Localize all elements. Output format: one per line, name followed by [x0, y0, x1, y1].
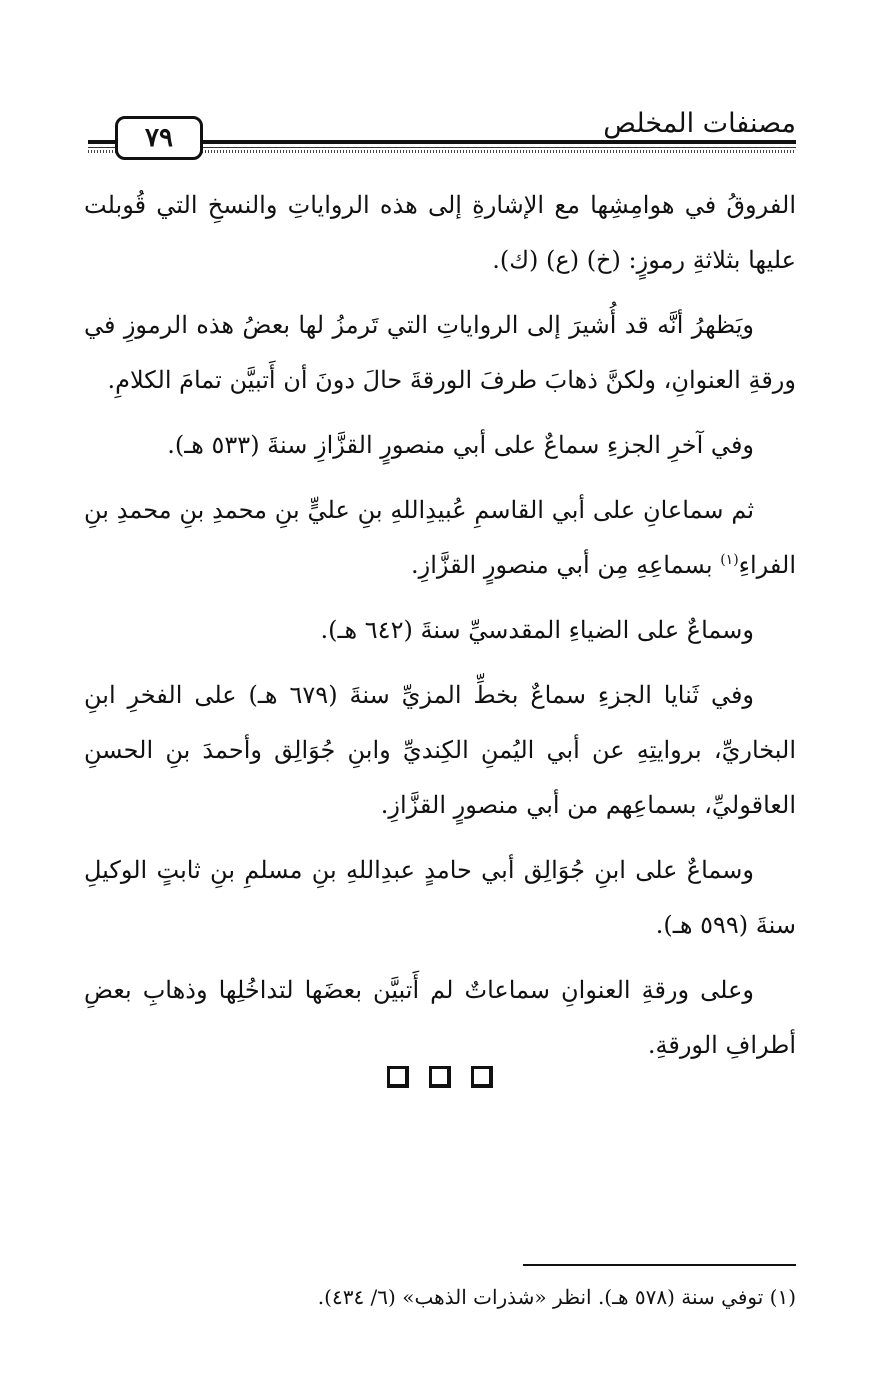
paragraph-4-start: ثم سماعانِ على أبي القاسمِ عُبيدِاللهِ بنِ عليٍّ بنِ محمدِ بنِ محمدِ بنِ الفراءِ: [84, 496, 796, 579]
footnote-reference: (١): [720, 552, 739, 568]
body-text: [84, 178, 796, 1083]
paragraph-1: الفروقُ في هوامِشِها مع الإشارةِ إلى هذه الرواياتِ والنسخِ التي قُوبلت عليها بثلاثةِ رموزٍ: (خ) (ع) (ك).: [84, 191, 796, 274]
footnote: (١) توفي سنة (٥٧٨ هـ). انظر «شذرات الذهب» (٦/ ٤٣٤).: [317, 1285, 796, 1309]
paragraph-4-end: بسماعِهِ مِن أبي منصورٍ القزَّازِ.: [410, 551, 721, 579]
paragraph-2: ويَظهرُ أنَّه قد أُشيرَ إلى الرواياتِ التي تَرمزُ لها بعضُ هذه الرموزِ في ورقةِ العنوانِ، ولكنَّ ذهابَ طرفَ الورقةَ حالَ دونَ أن أَتبيَّن تمامَ الكلامِ.: [84, 311, 796, 394]
section-break: [0, 1066, 879, 1088]
paragraph-7: وسماعٌ على ابنِ جُوَالِق أبي حامدٍ عبدِاللهِ بنِ مسلمِ بنِ ثابتٍ الوكيلِ سنةَ (٥٩٩ هـ).: [84, 856, 796, 939]
paragraph-3: وفي آخرِ الجزءِ سماعٌ على أبي منصورٍ القزَّازِ سنةَ (٥٣٣ هـ).: [167, 431, 754, 459]
page-number: ٧٩: [145, 123, 173, 153]
section-break-box-icon: [471, 1066, 493, 1088]
running-header-title: مصنفات المخلص: [603, 108, 796, 139]
paragraph-5: وسماعٌ على الضياءِ المقدسيِّ سنةَ (٦٤٢ هـ).: [320, 616, 754, 644]
page-number-badge: [115, 116, 203, 160]
footnote-separator: [523, 1264, 796, 1266]
paragraph-4: [84, 483, 796, 593]
paragraph-8: وعلى ورقةِ العنوانِ سماعاتٌ لم أَتبيَّن بعضَها لتداخُلِها وذهابِ بعضِ أطرافِ الورقةِ.: [84, 976, 796, 1059]
section-break-box-icon: [387, 1066, 409, 1088]
paragraph-6: وفي ثَنايا الجزءِ سماعٌ بخطِّ المزيِّ سنةَ (٦٧٩ هـ) على الفخرِ ابنِ البخاريِّ، بروايتِهِ عن أبي اليُمنِ الكِنديِّ وابنِ جُوَالِق وأحمدَ بنِ الحسنِ العاقوليِّ، بسماعِهم من أبي منصورٍ القزَّازِ.: [84, 681, 796, 819]
section-break-box-icon: [429, 1066, 451, 1088]
